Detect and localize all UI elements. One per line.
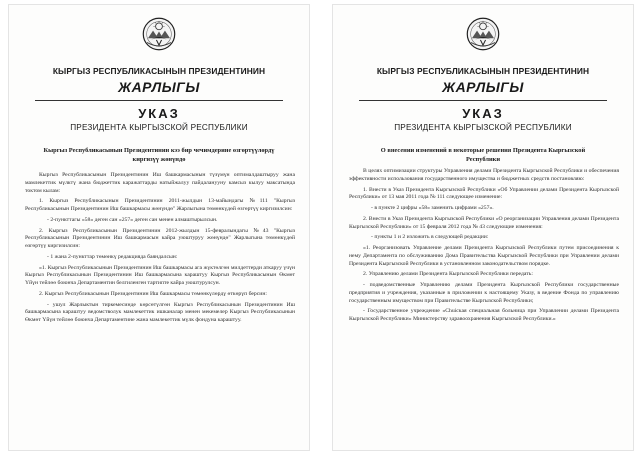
- paragraph: «1. Кыргыз Республикасынын Президентинин Иш башкармасы ага жүктөлгөн милдеттерди аткаруу үчүн Кыргыз Республикасынын Президентинин Иш башкармасына караштуу Кыргыз Республикасынын Өкмөт Үйүн тейлөө боюнча Департаментин белгиленген тартипте кайра уюштурулсун.: [25, 264, 295, 286]
- kyrgyz-state-emblem-icon: [142, 17, 176, 51]
- paragraph: 1. Кыргыз Республикасынын Президентинин 2011-жылдын 13-майындагы №111 "Кыргыз Республикасынын Президентинин Иш башкармасы жөнүндө" Жарлыгына төмөнкүдөй өзгөртүү киргизилсин:: [25, 198, 295, 212]
- paragraph: - 2-пункттагы «58» деген сан «257» деген сан менен алмаштырылсын.: [47, 216, 218, 223]
- paragraph: - 1 жана 2-пункттар төмөнкү редакцияда баяндалсын:: [47, 253, 178, 260]
- subtitle: ПРЕЗИДЕНТА КЫРГЫЗСКОЙ РЕСПУБЛИКИ: [70, 123, 248, 132]
- header-divider: [359, 100, 607, 101]
- header-line-2: ЖАРЛЫГЫ: [442, 79, 524, 95]
- ukaz-heading: УКАЗ: [138, 106, 180, 121]
- header-line-2: ЖАРЛЫГЫ: [118, 79, 200, 95]
- paragraph: - подведомственные Управлению делами Президента Кыргызской Республики государственные предприятия и учреждения, указанные в приложении к настоящему Указу, в ведение Фонда по управлению государственным имуществом при Правительстве Кыргызской Республики;: [349, 282, 619, 304]
- paragraph: В целях оптимизации структуры Управления делами Президента Кыргызской Республики и обеспечения эффективности использования государственного имущества и бюджетных средств постановляю:: [349, 168, 619, 182]
- document-title: Кыргыз Республикасынын Президентинин кээ бир чечимдерине өзгөртүүлөрдү киргизүү жөнүндө: [43, 147, 275, 163]
- paragraph: Кыргыз Республикасынын Президентинин Иш башкармасынын түзүмүн оптималдаштыруу жана мамлекеттик мүлктү жана бюджеттик каражаттарды натыйжалуу пайдаланууну камсыз кылуу максатында токтом кылам:: [25, 172, 295, 194]
- document-body: [349, 168, 619, 327]
- document-body: [25, 172, 295, 328]
- header-line-1: КЫРГЫЗ РЕСПУБЛИКАСЫНЫН ПРЕЗИДЕНТИНИН: [52, 66, 266, 76]
- header-line-1: КЫРГЫЗ РЕСПУБЛИКАСЫНЫН ПРЕЗИДЕНТИНИН: [376, 66, 590, 76]
- subtitle: ПРЕЗИДЕНТА КЫРГЫЗСКОЙ РЕСПУБЛИКИ: [394, 123, 572, 132]
- paragraph: 2. Кыргыз Республикасынын Президентинин Иш башкармасы төмөнкүлөрдү өткөрүп берсин:: [39, 290, 267, 297]
- paragraph: «1. Реорганизовать Управление делами Президента Кыргызской Республики путем присоединения к нему Департамента по обслуживанию Дома Правительства Кыргызской Республики при Управлении делами Президента Кыргызской Республики в установленном законодательством порядке.: [349, 245, 619, 267]
- ukaz-heading: УКАЗ: [462, 106, 504, 121]
- paragraph: 2. Внести в Указ Президента Кыргызской Республики «О реорганизации Управления делами Президента Кыргызской Республики» от 15 февраля 2012 года № 43 следующие изменения:: [349, 215, 619, 230]
- document-title: О внесении изменений в некоторые решения Президента Кыргызской Республики: [380, 147, 586, 163]
- header-divider: [35, 100, 283, 101]
- kyrgyz-state-emblem-icon: [466, 17, 500, 51]
- paragraph: - Государственное учреждение «Chuiская специальная больница при Управлении делами Президента Кыргызской Республики» Министерству здравоохранения Кыргызской Республики.»: [349, 308, 619, 322]
- paragraph: - ушул Жарлыктын тиркемесинде көрсөтүлгөн Кыргыз Республикасынын Президентинин Иш башкармасына караштуу ведомстволук мамлекеттик ишканалар менен мекемелер Кыргыз Республикасынын Өкмөт Үйүн тейлөө боюнча Департаментине жана мамлекеттик мүлк фондуна караштуу.: [25, 301, 295, 323]
- left-page: [8, 4, 310, 451]
- paragraph: 2. Кыргыз Республикасынын Президентинин 2012-жылдын 15-февралындагы №43 "Кыргыз Республикасынын Президентинин Иш башкармасын кайра уюштуруу жөнүндө" Жарлыгына төмөнкүдөй өзгөртүү киргизилсин:: [25, 227, 295, 249]
- right-page: [332, 4, 634, 451]
- paragraph: 2. Управлению делами Президента Кыргызской Республики передать:: [363, 271, 533, 278]
- paragraph: 1. Внести в Указ Президента Кыргызской Республики «Об Управлении делами Президента Кыргызской Республики» от 13 мая 2011 года № 111 следующее изменение:: [349, 186, 619, 201]
- paragraph: - в пункте 2 цифры «58» заменить цифрами «257».: [371, 205, 494, 211]
- paragraph: - пункты 1 и 2 изложить в следующей редакции:: [371, 234, 489, 241]
